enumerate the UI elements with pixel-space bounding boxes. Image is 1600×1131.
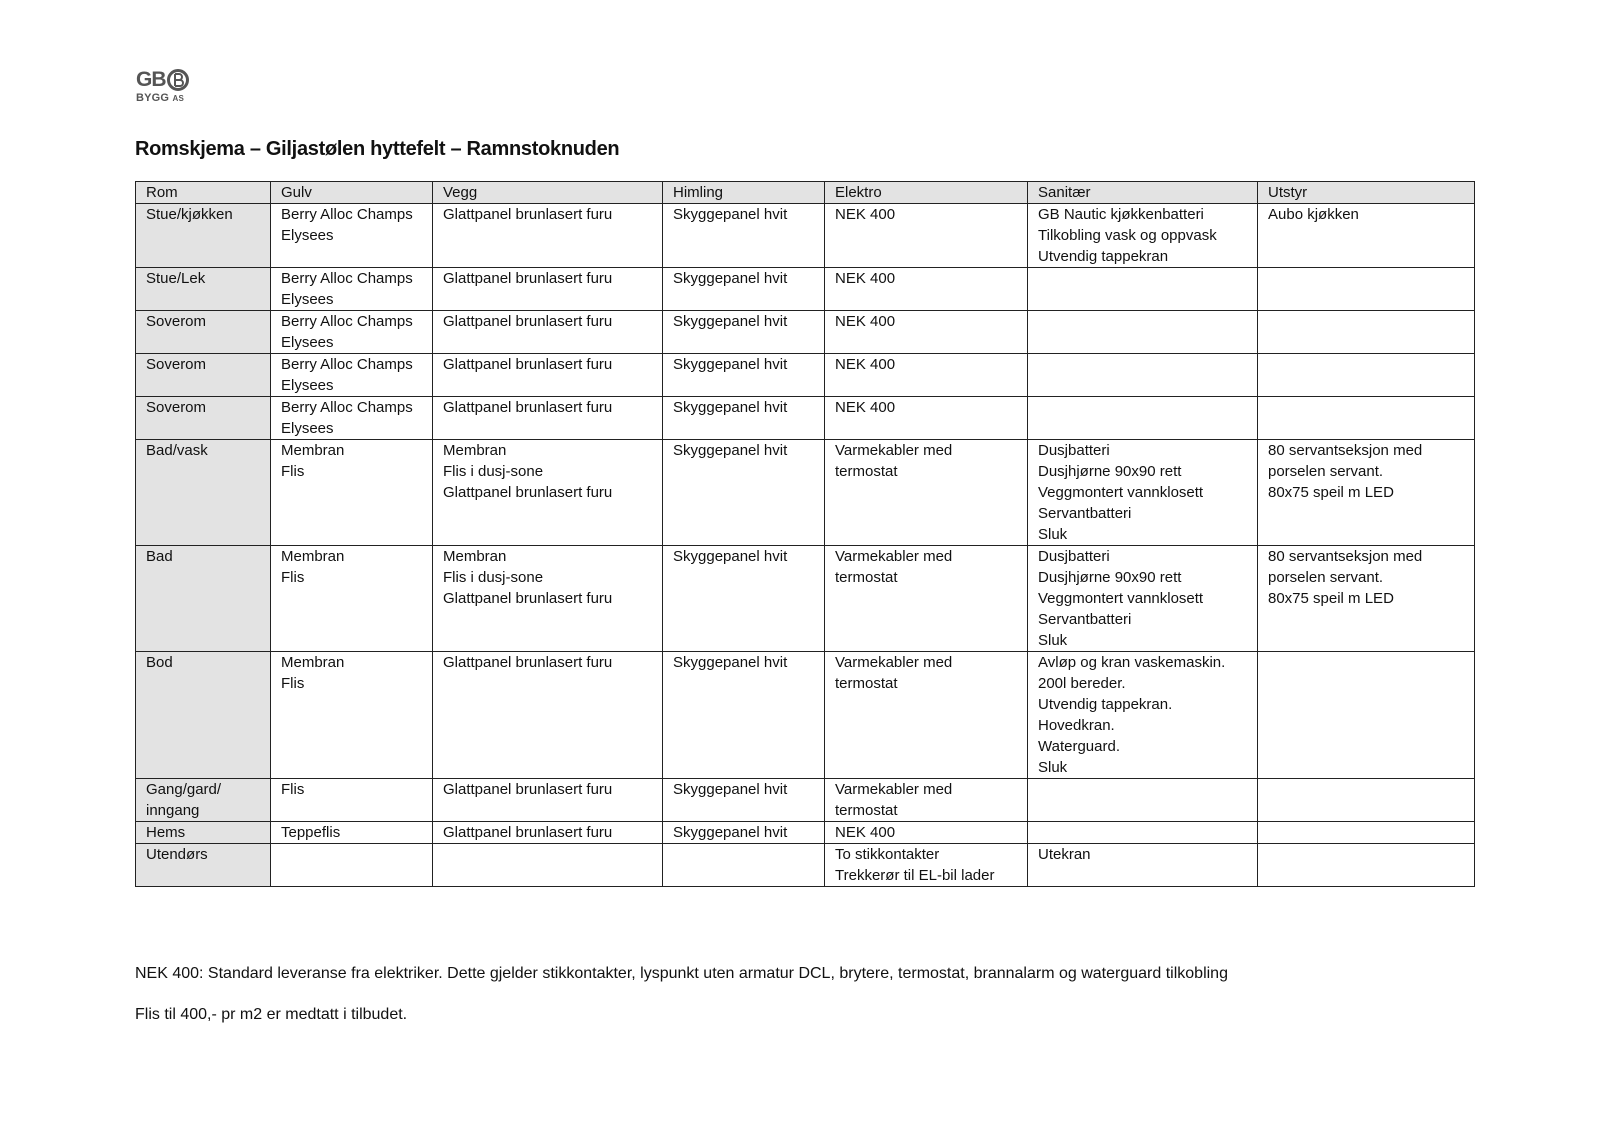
cell-elektro bbox=[825, 440, 1028, 546]
cell-himling bbox=[663, 311, 825, 354]
cell-line: Varmekabler med bbox=[835, 654, 953, 671]
cell-line: Bod bbox=[146, 654, 173, 671]
cell-line: Glattpanel brunlasert furu bbox=[443, 654, 613, 671]
cell-line: Utvendig tappekran bbox=[1038, 248, 1169, 265]
cell-line: Skyggepanel hvit bbox=[673, 270, 788, 287]
cell-vegg bbox=[433, 268, 663, 311]
cell-line: Skyggepanel hvit bbox=[673, 548, 788, 565]
cell-elektro bbox=[825, 779, 1028, 822]
cell-line: Bad/vask bbox=[146, 442, 208, 459]
cell-line: Servantbatteri bbox=[1038, 611, 1132, 628]
cell-vegg bbox=[433, 546, 663, 652]
cell-line: Tilkobling vask og oppvask bbox=[1038, 227, 1217, 244]
cell-line: Varmekabler med bbox=[835, 548, 953, 565]
cell-line: Servantbatteri bbox=[1038, 505, 1132, 522]
cell-line: Veggmontert vannklosett bbox=[1038, 590, 1204, 607]
cell-line: Aubo kjøkken bbox=[1268, 206, 1359, 223]
cell-line: Membran bbox=[281, 442, 345, 459]
cell-sanitaer bbox=[1028, 268, 1258, 311]
cell-line: Avløp og kran vaskemaskin. bbox=[1038, 654, 1226, 671]
cell-vegg bbox=[433, 822, 663, 844]
document-title: Romskjema – Giljastølen hyttefelt – Ramnstoknuden bbox=[135, 138, 620, 160]
cell-line: GB Nautic kjøkkenbatteri bbox=[1038, 206, 1204, 223]
cell-himling bbox=[663, 652, 825, 779]
cell-room bbox=[136, 440, 271, 546]
note-nek400: NEK 400: Standard leveranse fra elektriker. Dette gjelder stikkontakter, lyspunkt uten armatur DCL, brytere, termostat, brannalarm og waterguard tilkobling bbox=[135, 965, 1228, 982]
cell-line: Glattpanel brunlasert furu bbox=[443, 824, 613, 841]
cell-elektro bbox=[825, 354, 1028, 397]
cell-line: termostat bbox=[835, 463, 898, 480]
cell-himling bbox=[663, 397, 825, 440]
cell-line: Dusjhjørne 90x90 rett bbox=[1038, 569, 1182, 586]
cell-line: To stikkontakter bbox=[835, 846, 940, 863]
cell-room bbox=[136, 268, 271, 311]
cell-elektro bbox=[825, 652, 1028, 779]
cell-line: Berry Alloc Champs bbox=[281, 206, 413, 223]
cell-line: Skyggepanel hvit bbox=[673, 206, 788, 223]
cell-gulv bbox=[271, 546, 433, 652]
cell-line: Skyggepanel hvit bbox=[673, 399, 788, 416]
column-header-himling: Himling bbox=[663, 182, 825, 204]
cell-line: 200l bereder. bbox=[1038, 675, 1126, 692]
cell-line: Utendørs bbox=[146, 846, 208, 863]
logo-b-mark-icon bbox=[167, 69, 189, 91]
cell-line: Bad bbox=[146, 548, 173, 565]
room-schedule-table bbox=[135, 181, 1475, 887]
cell-line: Membran bbox=[443, 548, 507, 565]
cell-himling bbox=[663, 779, 825, 822]
column-header-sanitaer: Sanitær bbox=[1028, 182, 1258, 204]
cell-line: 80x75 speil m LED bbox=[1268, 484, 1394, 501]
cell-gulv bbox=[271, 844, 433, 887]
cell-sanitaer bbox=[1028, 844, 1258, 887]
cell-line: termostat bbox=[835, 675, 898, 692]
cell-line: Skyggepanel hvit bbox=[673, 442, 788, 459]
cell-line: porselen servant. bbox=[1268, 463, 1384, 480]
table-row bbox=[136, 844, 1475, 887]
cell-line: Teppeflis bbox=[281, 824, 341, 841]
table-row bbox=[136, 397, 1475, 440]
cell-elektro bbox=[825, 268, 1028, 311]
cell-line: Glattpanel brunlasert furu bbox=[443, 484, 613, 501]
cell-himling bbox=[663, 204, 825, 268]
cell-line: Stue/Lek bbox=[146, 270, 206, 287]
cell-line: Glattpanel brunlasert furu bbox=[443, 781, 613, 798]
cell-line: Soverom bbox=[146, 313, 207, 330]
cell-line: Skyggepanel hvit bbox=[673, 356, 788, 373]
cell-gulv bbox=[271, 397, 433, 440]
cell-himling bbox=[663, 440, 825, 546]
cell-elektro bbox=[825, 311, 1028, 354]
column-header-vegg: Vegg bbox=[433, 182, 663, 204]
cell-vegg bbox=[433, 844, 663, 887]
cell-line: Elysees bbox=[281, 377, 334, 394]
cell-line: Berry Alloc Champs bbox=[281, 399, 413, 416]
cell-line: Sluk bbox=[1038, 759, 1068, 776]
cell-line: Flis bbox=[281, 569, 305, 586]
table-row bbox=[136, 822, 1475, 844]
cell-line: NEK 400 bbox=[835, 270, 896, 287]
column-header-rom: Rom bbox=[136, 182, 271, 204]
table-body bbox=[136, 204, 1475, 887]
cell-room bbox=[136, 822, 271, 844]
cell-line: Utekran bbox=[1038, 846, 1091, 863]
cell-line: Glattpanel brunlasert furu bbox=[443, 399, 613, 416]
cell-sanitaer bbox=[1028, 204, 1258, 268]
cell-elektro bbox=[825, 844, 1028, 887]
cell-vegg bbox=[433, 311, 663, 354]
cell-line: Flis i dusj-sone bbox=[443, 463, 544, 480]
cell-line: Flis bbox=[281, 463, 305, 480]
cell-line: Dusjhjørne 90x90 rett bbox=[1038, 463, 1182, 480]
cell-line: 80 servantseksjon med bbox=[1268, 548, 1423, 565]
cell-line: Flis i dusj-sone bbox=[443, 569, 544, 586]
cell-utstyr bbox=[1258, 268, 1475, 311]
cell-sanitaer bbox=[1028, 311, 1258, 354]
cell-utstyr bbox=[1258, 440, 1475, 546]
cell-line: Berry Alloc Champs bbox=[281, 313, 413, 330]
table-row bbox=[136, 440, 1475, 546]
cell-vegg bbox=[433, 354, 663, 397]
cell-line: Membran bbox=[281, 654, 345, 671]
cell-line: Glattpanel brunlasert furu bbox=[443, 356, 613, 373]
note-tiles: Flis til 400,- pr m2 er medtatt i tilbudet. bbox=[135, 1006, 408, 1023]
cell-sanitaer bbox=[1028, 652, 1258, 779]
cell-gulv bbox=[271, 268, 433, 311]
cell-room bbox=[136, 779, 271, 822]
cell-line: 80x75 speil m LED bbox=[1268, 590, 1394, 607]
cell-line: Varmekabler med bbox=[835, 781, 953, 798]
cell-line: Gang/gard/ bbox=[146, 781, 222, 798]
cell-line: Skyggepanel hvit bbox=[673, 824, 788, 841]
cell-line: Elysees bbox=[281, 334, 334, 351]
cell-line: NEK 400 bbox=[835, 313, 896, 330]
cell-line: Dusjbatteri bbox=[1038, 442, 1110, 459]
cell-utstyr bbox=[1258, 546, 1475, 652]
column-header-gulv: Gulv bbox=[271, 182, 433, 204]
cell-room bbox=[136, 546, 271, 652]
cell-utstyr bbox=[1258, 397, 1475, 440]
cell-line: NEK 400 bbox=[835, 824, 896, 841]
cell-gulv bbox=[271, 204, 433, 268]
table-row bbox=[136, 311, 1475, 354]
cell-line: Glattpanel brunlasert furu bbox=[443, 313, 613, 330]
cell-himling bbox=[663, 354, 825, 397]
cell-line: Stue/kjøkken bbox=[146, 206, 233, 223]
cell-line: Hovedkran. bbox=[1038, 717, 1115, 734]
cell-line: Sluk bbox=[1038, 632, 1068, 649]
cell-line: Skyggepanel hvit bbox=[673, 313, 788, 330]
table-row bbox=[136, 652, 1475, 779]
cell-line: Utvendig tappekran. bbox=[1038, 696, 1173, 713]
cell-line: Membran bbox=[443, 442, 507, 459]
cell-utstyr bbox=[1258, 354, 1475, 397]
cell-line: Glattpanel brunlasert furu bbox=[443, 206, 613, 223]
cell-sanitaer bbox=[1028, 440, 1258, 546]
cell-line: Varmekabler med bbox=[835, 442, 953, 459]
table-row bbox=[136, 779, 1475, 822]
cell-vegg bbox=[433, 397, 663, 440]
cell-line: Berry Alloc Champs bbox=[281, 270, 413, 287]
cell-sanitaer bbox=[1028, 546, 1258, 652]
cell-line: Berry Alloc Champs bbox=[281, 356, 413, 373]
cell-line: Hems bbox=[146, 824, 186, 841]
cell-line: Elysees bbox=[281, 420, 334, 437]
cell-himling bbox=[663, 546, 825, 652]
company-logo bbox=[136, 68, 200, 106]
cell-vegg bbox=[433, 652, 663, 779]
cell-line: Skyggepanel hvit bbox=[673, 654, 788, 671]
cell-line: termostat bbox=[835, 802, 898, 819]
logo-subtitle: BYGG AS bbox=[136, 92, 184, 104]
cell-line: NEK 400 bbox=[835, 206, 896, 223]
cell-line: NEK 400 bbox=[835, 356, 896, 373]
cell-gulv bbox=[271, 440, 433, 546]
cell-gulv bbox=[271, 779, 433, 822]
cell-gulv bbox=[271, 311, 433, 354]
cell-line: Trekkerør til EL-bil lader bbox=[835, 867, 995, 884]
cell-line: Flis bbox=[281, 675, 305, 692]
cell-utstyr bbox=[1258, 311, 1475, 354]
cell-himling bbox=[663, 822, 825, 844]
cell-line: Membran bbox=[281, 548, 345, 565]
cell-utstyr bbox=[1258, 844, 1475, 887]
column-header-elektro: Elektro bbox=[825, 182, 1028, 204]
column-header-utstyr: Utstyr bbox=[1258, 182, 1475, 204]
cell-elektro bbox=[825, 397, 1028, 440]
cell-sanitaer bbox=[1028, 822, 1258, 844]
cell-vegg bbox=[433, 204, 663, 268]
logo-text: GB bbox=[136, 68, 166, 91]
cell-utstyr bbox=[1258, 779, 1475, 822]
cell-line: Veggmontert vannklosett bbox=[1038, 484, 1204, 501]
cell-gulv bbox=[271, 652, 433, 779]
cell-line: termostat bbox=[835, 569, 898, 586]
cell-room bbox=[136, 397, 271, 440]
cell-line: Skyggepanel hvit bbox=[673, 781, 788, 798]
cell-room bbox=[136, 652, 271, 779]
table-header-row bbox=[136, 182, 1475, 204]
cell-line: Waterguard. bbox=[1038, 738, 1120, 755]
cell-line: Soverom bbox=[146, 356, 207, 373]
cell-vegg bbox=[433, 779, 663, 822]
table-row bbox=[136, 268, 1475, 311]
cell-line: Elysees bbox=[281, 227, 334, 244]
cell-line: porselen servant. bbox=[1268, 569, 1384, 586]
cell-line: Glattpanel brunlasert furu bbox=[443, 590, 613, 607]
cell-room bbox=[136, 844, 271, 887]
cell-line: inngang bbox=[146, 802, 200, 819]
cell-sanitaer bbox=[1028, 779, 1258, 822]
cell-line: Sluk bbox=[1038, 526, 1068, 543]
cell-gulv bbox=[271, 822, 433, 844]
cell-utstyr bbox=[1258, 204, 1475, 268]
table-row bbox=[136, 354, 1475, 397]
cell-vegg bbox=[433, 440, 663, 546]
cell-line: Glattpanel brunlasert furu bbox=[443, 270, 613, 287]
cell-utstyr bbox=[1258, 652, 1475, 779]
table-row bbox=[136, 204, 1475, 268]
cell-elektro bbox=[825, 822, 1028, 844]
table-row bbox=[136, 546, 1475, 652]
cell-line: 80 servantseksjon med bbox=[1268, 442, 1423, 459]
cell-gulv bbox=[271, 354, 433, 397]
cell-room bbox=[136, 204, 271, 268]
cell-line: Flis bbox=[281, 781, 305, 798]
cell-line: Dusjbatteri bbox=[1038, 548, 1110, 565]
cell-room bbox=[136, 311, 271, 354]
cell-himling bbox=[663, 844, 825, 887]
cell-line: Elysees bbox=[281, 291, 334, 308]
cell-utstyr bbox=[1258, 822, 1475, 844]
cell-line: Soverom bbox=[146, 399, 207, 416]
cell-room bbox=[136, 354, 271, 397]
cell-elektro bbox=[825, 204, 1028, 268]
cell-sanitaer bbox=[1028, 397, 1258, 440]
cell-elektro bbox=[825, 546, 1028, 652]
room-schedule-table-wrapper bbox=[135, 181, 1474, 887]
cell-sanitaer bbox=[1028, 354, 1258, 397]
cell-line: NEK 400 bbox=[835, 399, 896, 416]
cell-himling bbox=[663, 268, 825, 311]
